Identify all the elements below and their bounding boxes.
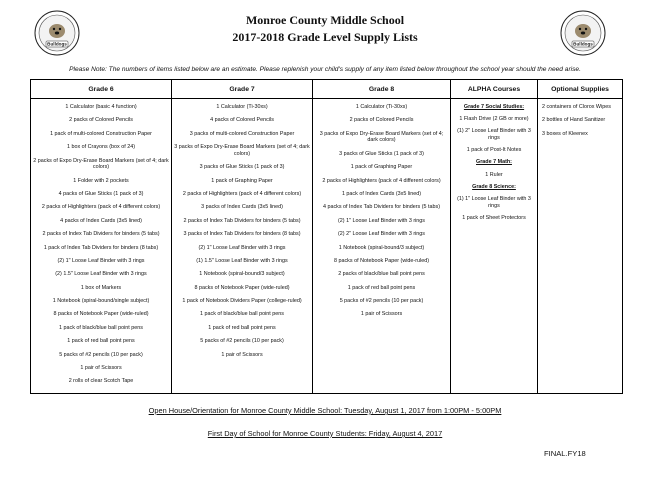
- list-item: 5 packs of #2 pencils (10 per pack): [339, 298, 424, 305]
- list-item: 1 box of Crayons (box of 24): [66, 144, 136, 151]
- list-item: 3 packs of Expo Dry-Erase Board Markers (set of 4; dark colors): [174, 144, 310, 157]
- list-item: 1 Ruler: [485, 171, 503, 178]
- grade-7-cell: [172, 99, 313, 394]
- list-item: 1 pack of black/blue ball point pens: [59, 324, 143, 331]
- list-item: 1 pack of Index Cards (3x5 lined): [341, 190, 422, 197]
- optional-cell: [538, 99, 623, 394]
- list-item: 1 pair of Scissors: [221, 351, 263, 358]
- list-item: 1 Flash Drive (2 GB or more): [459, 116, 529, 123]
- list-item: 1 box of Markers: [80, 284, 122, 291]
- list-item: 3 packs of Expo Dry-Erase Board Markers (set of 4; dark colors): [319, 130, 444, 144]
- list-item: 1 pack of Post-It Notes: [466, 147, 522, 154]
- document-version: FINAL.FY18: [544, 449, 586, 458]
- list-item: 1 pack of Sheet Protectors: [462, 214, 526, 221]
- list-item: (1) 1.5" Loose Leaf Binder with 3 rings: [196, 257, 288, 264]
- list-item: 2 packs of Highlighters (pack of 4 different colors): [322, 177, 441, 184]
- list-item: 3 packs of Index Cards (3x5 lined): [201, 204, 283, 211]
- list-item: 5 packs of #2 pencils (10 per pack): [59, 351, 143, 358]
- list-item: 1 pack of multi-colored Construction Paper: [50, 130, 152, 137]
- list-item: 2 containers of Clorox Wipes: [542, 104, 611, 110]
- school-name: Monroe County Middle School: [245, 13, 405, 27]
- list-item: 3 boxes of Kleenex: [542, 130, 588, 137]
- list-item: 1 Calculator (Ti-30xs): [355, 104, 408, 110]
- science-heading: Grade 8 Science:: [472, 183, 516, 190]
- list-item: (2) 1.5" Loose Leaf Binder with 3 rings: [55, 271, 147, 278]
- list-item: 3 packs of multi-colored Construction Paper: [189, 130, 295, 137]
- supply-table: [30, 79, 623, 394]
- table-header-row: [31, 80, 623, 99]
- list-item: (2) 2" Loose Leaf Binder with 3 rings: [337, 231, 425, 238]
- table-body-row: [31, 99, 623, 394]
- logo-text-right: Bulldogs: [573, 41, 593, 47]
- list-item: 1 Calculator (basic 4 function): [65, 104, 137, 110]
- list-item: 2 packs of Expo Dry-Erase Board Markers (set of 4; dark colors): [33, 157, 169, 171]
- grade-8-heading: Grade 8: [313, 80, 451, 99]
- list-item: 1 Notebook (spiral-bound/3 subject): [199, 271, 285, 278]
- grade-7-heading: Grade 7: [172, 80, 313, 99]
- alpha-cell: [451, 99, 538, 394]
- optional-list: [538, 99, 622, 144]
- list-item: 8 packs of Notebook Paper (wide-ruled): [194, 284, 290, 291]
- list-item: 2 rolls of clear Scotch Tape: [68, 378, 134, 385]
- list-item: 3 packs of Glue Sticks (1 pack of 3): [199, 164, 285, 171]
- list-item: 3 packs of Glue Sticks (1 pack of 3): [339, 150, 424, 157]
- grade-8-cell: [313, 99, 451, 394]
- grade-6-heading: Grade 6: [31, 80, 172, 99]
- list-item: 1 pack of red ball point pens: [208, 324, 276, 331]
- list-item: 4 packs of Colored Pencils: [210, 117, 274, 124]
- logo-text-left: Bulldogs: [47, 41, 67, 47]
- list-item: 2 packs of Index Tab Dividers for binders (5 tabs): [183, 217, 301, 224]
- list-item: 2 bottles of Hand Sanitizer: [542, 117, 606, 124]
- alpha-list: [451, 99, 537, 227]
- grade-7-list: [172, 99, 312, 365]
- list-item: 1 Calculator (Ti-30xs): [216, 104, 268, 110]
- list-item: 3 packs of Index Tab Dividers for binders (8 tabs): [183, 231, 301, 238]
- list-item: 1 pack of Index Tab Dividers for binders (8 tabs): [43, 244, 159, 251]
- list-item: (2) 1" Loose Leaf Binder with 3 rings: [198, 244, 286, 251]
- list-item: 8 packs of Notebook Paper (wide-ruled): [53, 311, 149, 318]
- list-item: 2 packs of Index Tab Dividers for binders (5 tabs): [42, 231, 160, 238]
- list-item: 2 packs of Colored Pencils: [349, 117, 414, 124]
- list-item: 1 Notebook (spiral-bound/3 subject): [338, 244, 425, 251]
- list-item: 4 packs of Index Tab Dividers for binders (5 tabs): [322, 204, 441, 211]
- list-item: 5 packs of #2 pencils (10 per pack): [200, 338, 284, 345]
- optional-heading: Optional Supplies: [538, 80, 623, 99]
- list-item: 2 packs of black/blue ball point pens: [338, 271, 425, 278]
- list-item: 1 Folder with 2 pockets: [73, 177, 129, 184]
- grade-8-list: [313, 99, 450, 325]
- list-item: 1 pair of Scissors: [360, 311, 403, 318]
- list-item: 1 pack of black/blue ball point pens: [200, 311, 284, 318]
- math-heading: Grade 7 Math:: [476, 159, 512, 166]
- list-item: 1 pack of red ball point pens: [347, 284, 416, 291]
- list-item: 1 pack of Notebook Dividers Paper (college-ruled): [182, 298, 302, 305]
- social-studies-heading: Grade 7 Social Studies:: [463, 104, 525, 110]
- list-item: 2 packs of Highlighters (pack of 4 different colors): [41, 204, 161, 211]
- list-item: 1 pack of Graphing Paper: [211, 177, 273, 184]
- list-item: (1) 2" Loose Leaf Binder with 3 rings: [457, 128, 531, 141]
- list-item: 2 packs of Highlighters (pack of 4 different colors): [182, 190, 302, 197]
- page-title: [0, 12, 650, 46]
- list-item: 2 packs of Colored Pencils: [69, 117, 133, 124]
- open-house-notice: Open House/Orientation for Monroe County Middle School: Tuesday, August 1, 2017 from 1:00PM - 5:00PM: [148, 406, 502, 415]
- list-item: 4 packs of Glue Sticks (1 pack of 3): [58, 190, 144, 197]
- list-item: 4 packs of Index Cards (3x5 lined): [60, 217, 142, 224]
- grade-6-cell: [31, 99, 172, 394]
- alpha-heading: ALPHA Courses: [451, 80, 538, 99]
- grade-6-list: [31, 99, 171, 392]
- list-item: 8 packs of Notebook Paper (wide-ruled): [334, 257, 429, 264]
- list-item: 1 pack of Graphing Paper: [350, 164, 413, 171]
- list-item: (1) 1" Loose Leaf Binder with 3 rings: [457, 195, 531, 209]
- list-item: 1 Notebook (spiral-bound/single subject): [52, 298, 150, 305]
- list-item: (2) 1" Loose Leaf Binder with 3 rings: [337, 217, 425, 224]
- list-item: 1 pack of red ball point pens: [67, 338, 135, 345]
- first-day-notice: First Day of School for Monroe County Students: Friday, August 4, 2017: [207, 429, 443, 438]
- supply-list-title: 2017-2018 Grade Level Supply Lists: [232, 30, 418, 44]
- estimate-note: Please Note: The numbers of items listed below are an estimate. Please replenish your child's supply of any item listed below throughout the school year should the need arise.: [69, 66, 581, 73]
- list-item: (2) 1" Loose Leaf Binder with 3 rings: [57, 257, 145, 264]
- list-item: 1 pair of Scissors: [80, 365, 122, 372]
